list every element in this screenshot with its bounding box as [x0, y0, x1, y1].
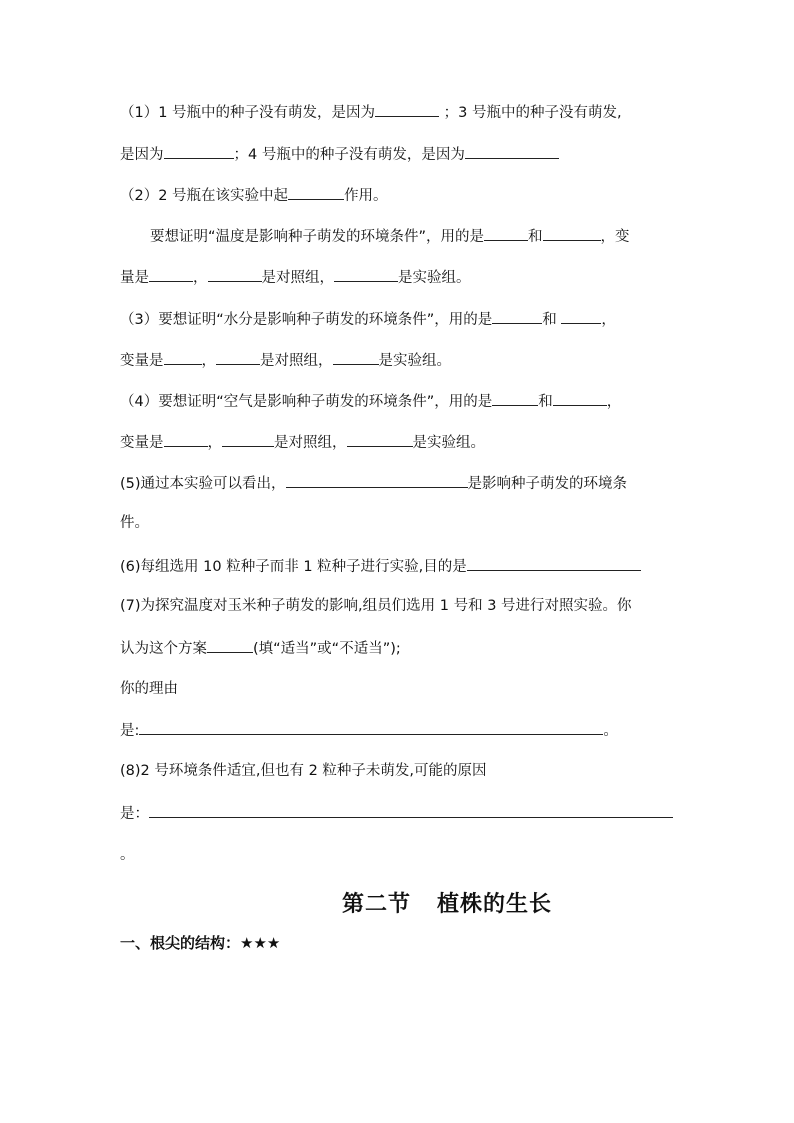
q1-text-a: （1）1 号瓶中的种子没有萌发，是因为 — [120, 105, 376, 121]
q2-text-d: 和 — [528, 229, 543, 245]
q7-text-f: 。 — [603, 723, 618, 739]
q1-text-c: 是因为 — [120, 147, 164, 163]
q4-line1 — [120, 390, 621, 412]
q5-blank-1[interactable] — [286, 472, 468, 488]
q2-line2 — [150, 225, 630, 247]
q4-text-e: ， — [207, 435, 222, 451]
q8-line1 — [120, 761, 487, 781]
q2-text-b: 作用。 — [344, 188, 388, 204]
q3-text-d: 变量是 — [120, 353, 164, 369]
q3-line1 — [120, 308, 616, 330]
q1-blank-2[interactable] — [164, 143, 234, 159]
q3-text-b: 和 — [542, 312, 557, 328]
q2-line1 — [120, 184, 388, 206]
q3-line2 — [120, 349, 451, 371]
q7-text-c: (填“适当”或“不适当”); — [253, 641, 401, 657]
q4-blank-5[interactable] — [347, 431, 413, 447]
q3-text-g: 是实验组。 — [378, 353, 451, 369]
q3-blank-3[interactable] — [164, 349, 202, 365]
q2-text-h: 是对照组， — [261, 270, 334, 286]
q8-text-a: (8)2 号环境条件适宜,但也有 2 粒种子未萌发,可能的原因 — [120, 763, 487, 779]
q3-text-c: ， — [601, 312, 616, 328]
q2-blank-4[interactable] — [149, 266, 193, 282]
q7-line3 — [120, 679, 178, 699]
q1-text-d: ；4 号瓶中的种子没有萌发，是因为 — [233, 147, 465, 163]
q2-text-g: ， — [193, 270, 208, 286]
q4-text-b: 和 — [538, 394, 553, 410]
q6-line1 — [120, 555, 641, 577]
q3-text-a: （3）要想证明“水分是影响种子萌发的环境条件”，用的是 — [120, 312, 493, 328]
q1-line1 — [120, 101, 622, 123]
q3-blank-5[interactable] — [333, 349, 379, 365]
q5-text-c: 件。 — [120, 515, 149, 531]
q4-text-d: 变量是 — [120, 435, 164, 451]
q2-blank-1[interactable] — [288, 184, 344, 200]
q4-text-g: 是实验组。 — [412, 435, 485, 451]
q2-text-a: （2）2 号瓶在该实验中起 — [120, 188, 289, 204]
q3-blank-1[interactable] — [492, 308, 542, 324]
q8-text-b: 是： — [120, 806, 149, 822]
q7-text-d: 你的理由 — [120, 681, 178, 697]
q7-blank-1[interactable] — [207, 637, 253, 653]
q5-line2 — [120, 513, 149, 533]
q5-text-a: (5)通过本实验可以看出， — [120, 476, 286, 492]
q2-line3 — [120, 266, 471, 288]
q2-text-e: ，变 — [600, 229, 630, 245]
section-title — [342, 887, 552, 918]
q2-text-f: 量是 — [120, 270, 149, 286]
q2-blank-5[interactable] — [208, 266, 262, 282]
q4-text-f: 是对照组， — [274, 435, 347, 451]
q7-text-b: 认为这个方案 — [120, 641, 207, 657]
q4-blank-3[interactable] — [164, 431, 208, 447]
q4-text-a: （4）要想证明“空气是影响种子萌发的环境条件”，用的是 — [120, 394, 493, 410]
q2-text-i: 是实验组。 — [398, 270, 471, 286]
section-title-number: 第二节 — [342, 892, 412, 917]
q3-blank-2[interactable] — [561, 308, 601, 324]
section-title-name: 植株的生长 — [437, 892, 553, 917]
q5-line1 — [120, 472, 627, 494]
q1-text-b: ；3 号瓶中的种子没有萌发, — [443, 105, 622, 121]
q7-line1 — [120, 596, 632, 616]
q5-text-b: 是影响种子萌发的环境条 — [467, 476, 628, 492]
q2-blank-3[interactable] — [543, 225, 601, 241]
q2-text-c: 要想证明“温度是影响种子萌发的环境条件”，用的是 — [150, 229, 485, 245]
q8-line3 — [120, 845, 135, 865]
q7-line4 — [120, 719, 618, 741]
q8-text-c: 。 — [120, 847, 135, 863]
q8-blank-1[interactable] — [149, 802, 673, 818]
q6-blank-1[interactable] — [467, 555, 641, 571]
q4-blank-4[interactable] — [222, 431, 274, 447]
q3-text-f: 是对照组， — [260, 353, 333, 369]
q1-line2 — [120, 143, 559, 165]
q6-text-a: (6)每组选用 10 粒种子而非 1 粒种子进行实验,目的是 — [120, 559, 467, 575]
q2-blank-2[interactable] — [484, 225, 528, 241]
q1-blank-1[interactable] — [375, 101, 439, 117]
q2-blank-6[interactable] — [334, 266, 398, 282]
section-subtitle: 一、根尖的结构：★★★ — [120, 934, 281, 952]
q7-blank-2[interactable] — [139, 719, 603, 735]
q4-blank-2[interactable] — [553, 390, 607, 406]
q7-text-a: (7)为探究温度对玉米种子萌发的影响,组员们选用 1 号和 3 号进行对照实验。你 — [120, 598, 632, 614]
q8-line2 — [120, 802, 673, 824]
q3-blank-4[interactable] — [216, 349, 260, 365]
q1-blank-3[interactable] — [465, 143, 559, 159]
q4-blank-1[interactable] — [492, 390, 538, 406]
q7-text-e: 是: — [120, 723, 140, 739]
q7-line2 — [120, 637, 401, 659]
q3-text-e: ， — [201, 353, 216, 369]
q4-line2 — [120, 431, 485, 453]
q4-text-c: ， — [606, 394, 622, 410]
